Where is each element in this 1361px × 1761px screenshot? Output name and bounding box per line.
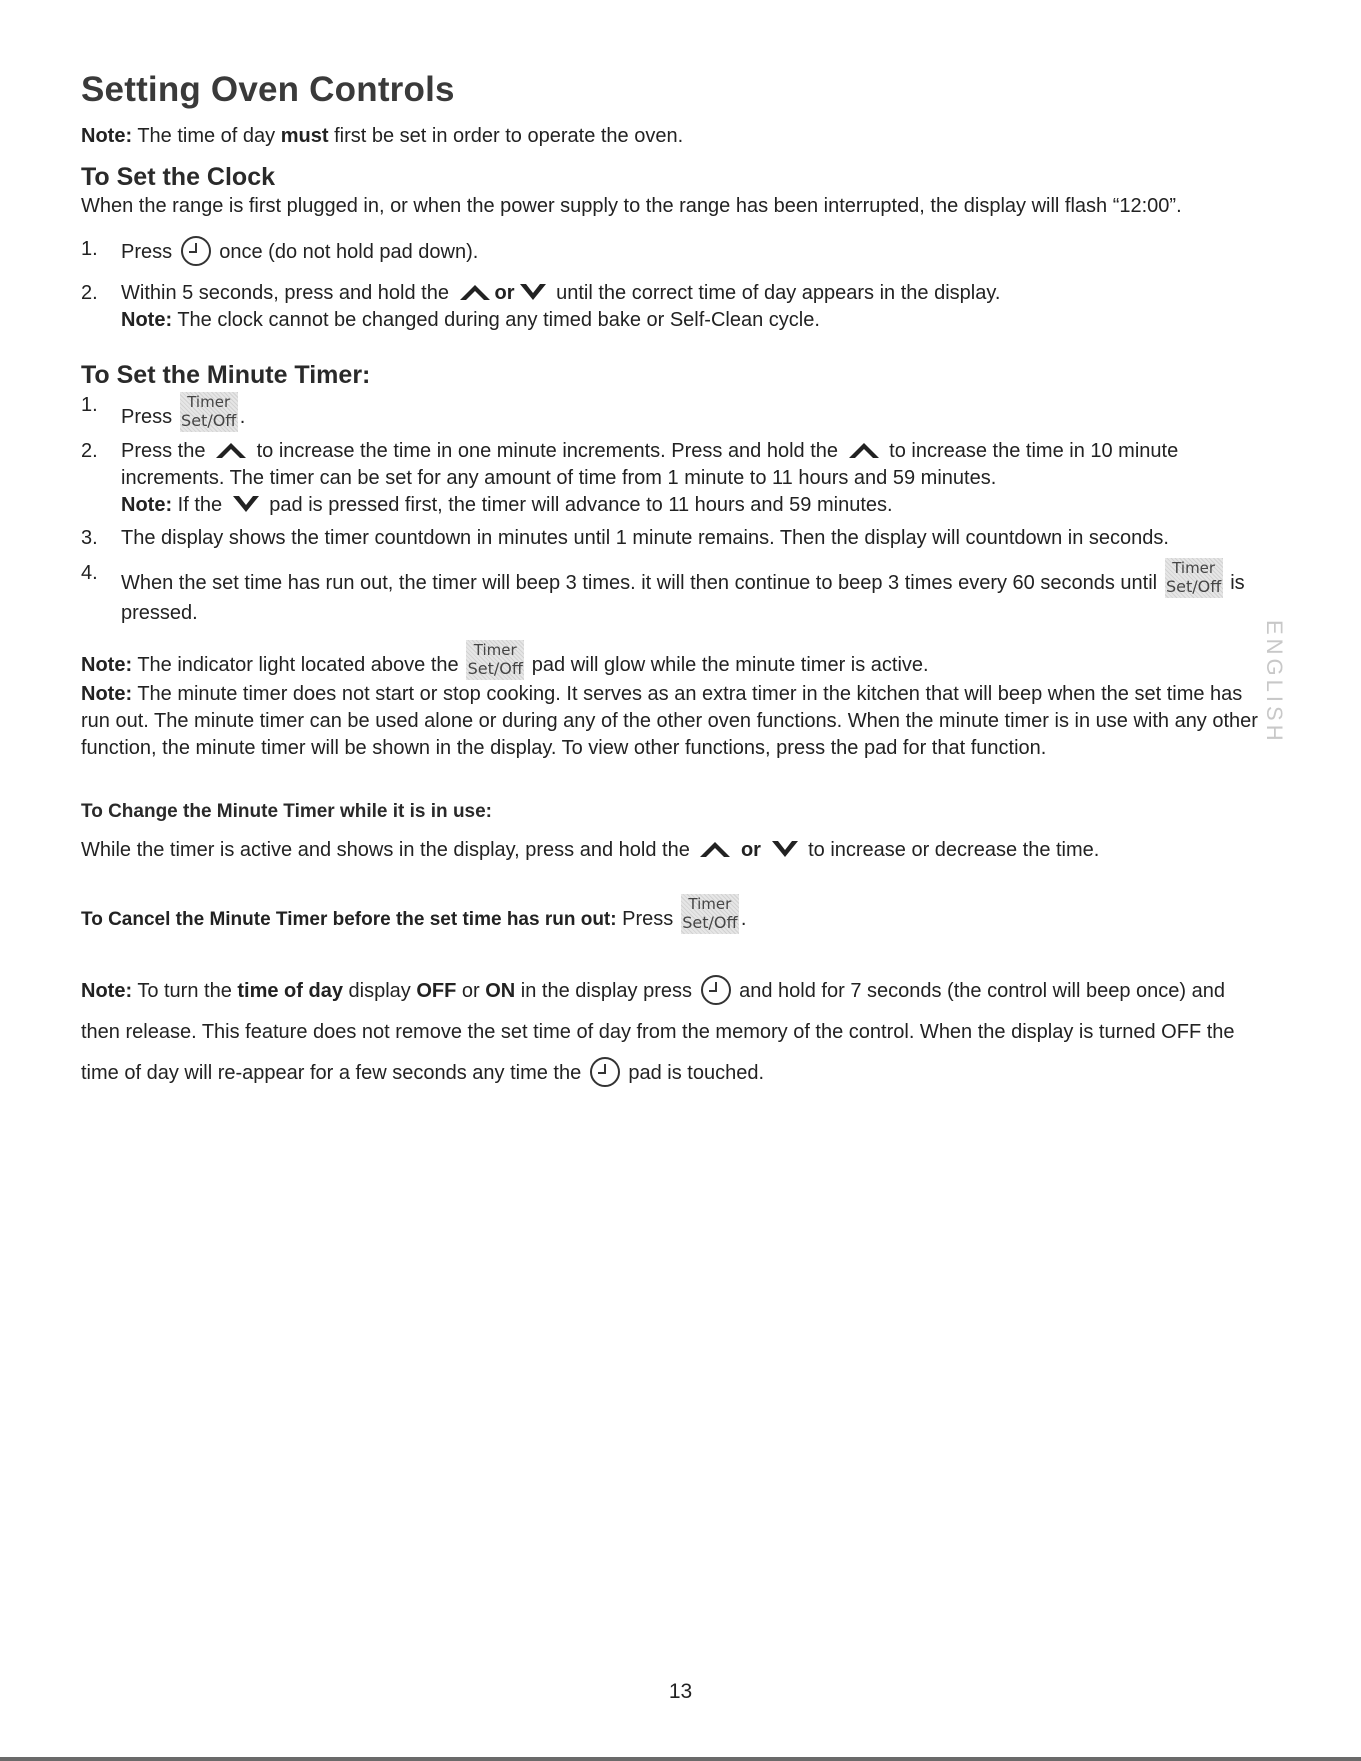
change-timer-heading: To Change the Minute Timer while it is in use: [81, 801, 493, 822]
bottom-rule [0, 1757, 1361, 1761]
list-item: 2. Press the to increase the time in one minute increments. Press and hold the to increase the time in 10 minute increments. The timer can be set for any amount of time from 1 minute to 11 hours and 59 minutes. Note: If the pad is pressed first, the timer will advance to 11 hours and 59 minutes. [81, 440, 1179, 516]
timer-steps [81, 392, 1261, 628]
clock-icon [590, 1057, 620, 1087]
page-content [81, 70, 1261, 1094]
list-item: 1. Press once (do not hold pad down). [81, 236, 1261, 266]
clock-para: When the range is first plugged in, or when the power supply to the range has been interrupted, the display will flash “12:00”. [81, 195, 1182, 217]
intro-note: Note: The time of day must first be set in order to operate the oven. [81, 125, 684, 147]
cancel-timer-text: To Cancel the Minute Timer before the set time has run out: Press Timer Set/Off . [81, 895, 747, 932]
up-arrow-icon [847, 441, 881, 459]
time-of-day-note: Note: To turn the time of day display OFF or ON in the display press and hold for 7 seconds (the control will beep once) and then release. This feature does not remove the set time of day from the memory of the control. When the display is turned OFF the time of day will re-appear for a few seconds any time the pad is touched. [81, 971, 1261, 1094]
list-item: 1. Press Timer Set/Off . [81, 393, 246, 430]
clock-icon [181, 236, 211, 266]
list-item: 2. Within 5 seconds, press and hold the or until the correct time of day appears in the display. Note: The clock cannot be changed during any timed bake or Self-Clean cycle. [81, 282, 1001, 331]
list-item: 3. The display shows the timer countdown in minutes until 1 minute remains. Then the display will countdown in seconds. [81, 527, 1169, 549]
down-arrow-icon [518, 283, 548, 301]
indicator-note: Note: The indicator light located above the Timer Set/Off pad will glow while the minute timer is active. [81, 641, 929, 678]
timer-set-off-pad-icon: Timer Set/Off [1166, 559, 1222, 596]
timer-set-off-pad-icon: Timer Set/Off [682, 895, 738, 932]
list-item: 4. When the set time has run out, the timer will beep 3 times. it will then continue to beep 3 times every 60 seconds until Timer Set/Off is pressed. [81, 559, 1245, 624]
clock-steps [81, 236, 1261, 334]
change-timer-text: While the timer is active and shows in the display, press and hold the or to increase or decrease the time. [81, 839, 1100, 861]
cancel-timer-heading: To Cancel the Minute Timer before the set time has run out: [81, 909, 617, 930]
up-arrow-icon [698, 840, 732, 858]
up-arrow-icon [458, 283, 492, 301]
timer-set-off-pad-icon: Timer Set/Off [181, 393, 237, 430]
clock-icon [701, 975, 731, 1005]
page-title: Setting Oven Controls [81, 70, 455, 109]
timer-set-off-pad-icon: Timer Set/Off [467, 641, 523, 678]
timer-heading: To Set the Minute Timer: [81, 361, 371, 389]
page-number: 13 [668, 1680, 693, 1703]
language-side-tab: ENGLISH [1262, 620, 1287, 745]
down-arrow-icon [770, 840, 800, 858]
clock-heading: To Set the Clock [81, 163, 276, 191]
minute-timer-note: Note: The minute timer does not start or stop cooking. It serves as an extra timer in the kitchen that will beep when the set time has run out. The minute timer can be used alone or during any of the other oven functions. When the minute timer is in use with any other function, the minute timer will be shown in the display. To view other functions, press the pad for that function. [81, 683, 1258, 759]
up-arrow-icon [214, 441, 248, 459]
down-arrow-icon [231, 495, 261, 513]
